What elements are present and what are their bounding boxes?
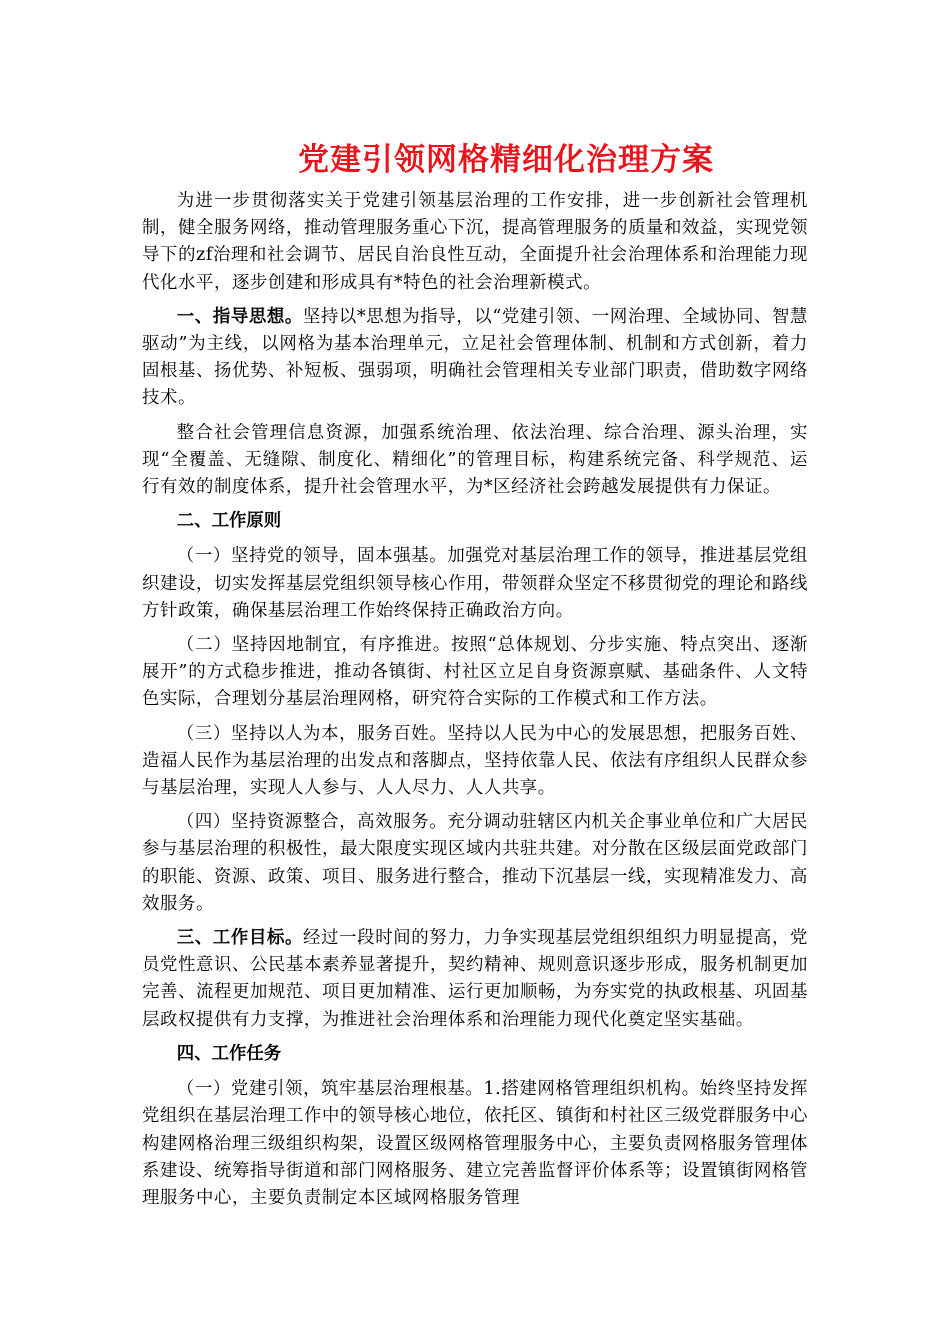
section-heading: 一、指导思想。	[176, 306, 303, 327]
section-heading: 三、工作目标。	[176, 928, 304, 949]
principle-item: （三）坚持以人为本，服务百姓。坚持以人民为中心的发展思想，把服务百姓、造福人民作为基层治理的出发点和落脚点，坚持依靠人民、依法有序组织人民群众参与基层治理，实现人人参与、人人尽力、人人共享。	[142, 723, 808, 799]
section-guiding-thought	[142, 304, 808, 413]
task-paragraph: （一）党建引领，筑牢基层治理根基。1.搭建网格管理组织机构。始终坚持发挥党组织在基层治理工作中的领导核心地位，依托区、镇街和村社区三级党群服务中心构建网格治理三级组织构架，设置区级网格管理服务中心，主要负责网格服务管理体系建设、统筹指导街道和部门网格服务、建立完善监督评价体系等；设置镇街网格管理服务中心，主要负责制定本区域网格服务管理	[142, 1079, 808, 1208]
principle-item: （二）坚持因地制宜，有序推进。按照“总体规划、分步实施、特点突出、逐渐展开”的方式稳步推进，推动各镇街、村社区立足自身资源禀赋、基础条件、人文特色实际，合理划分基层治理网格，研究符合实际的工作模式和工作方法。	[142, 635, 808, 710]
section-text: 坚持以*思想为指导，以“党建引领、一网治理、全域协同、智慧驱动”为主线，以网格为基本治理单元，立足社会管理体制、机制和方式创新，着力固根基、扬优势、补短板、强弱项，明确社会管理相关专业部门职责，借助数字网络技术。	[142, 306, 809, 409]
section-text: 经过一段时间的努力，力争实现基层党组织组织力明显提高，党员党性意识、公民基本素养显著提升，契约精神、规则意识逐步形成，服务机制更加完善、流程更加规范、项目更加精准、运行更加顺畅，为夯实党的执政根基、巩固基层政权提供有力支撑，为推进社会治理体系和治理能力现代化奠定坚实基础。	[142, 928, 808, 1030]
guiding-thought-paragraph-2: 整合社会管理信息资源，加强系统治理、依法治理、综合治理、源头治理，实现“全覆盖、无缝隙、制度化、精细化”的管理目标，构建系统完备、科学规范、运行有效的制度体系，提升社会管理水平，为*区经济社会跨越发展提供有力保证。	[142, 422, 808, 498]
principle-item: （四）坚持资源整合，高效服务。充分调动驻辖区内机关企事业单位和广大居民参与基层治理的积极性，最大限度实现区域内共驻共建。对分散在区级层面党政部门的职能、资源、政策、项目、服务进行整合，推动下沉基层一线，实现精准发力、高效服务。	[142, 812, 808, 914]
principle-item: （一）坚持党的领导，固本强基。加强党对基层治理工作的领导，推进基层党组织建设，切实发挥基层党组织领导核心作用，带领群众坚定不移贯彻党的理论和路线方针政策，确保基层治理工作始终保持正确政治方向。	[142, 546, 808, 621]
section-heading-tasks: 四、工作任务	[176, 1043, 282, 1064]
document-title: 党建引领网格精细化治理方案	[298, 142, 714, 178]
section-goals	[142, 925, 808, 1034]
intro-paragraph: 为进一步贯彻落实关于党建引领基层治理的工作安排，进一步创新社会管理机制，健全服务网络，推动管理服务重心下沉，提高管理服务的质量和效益，实现党领导下的zf治理和社会调节、居民自治良性互动，全面提升社会治理体系和治理能力现代化水平，逐步创建和形成具有*特色的社会治理新模式。	[142, 191, 808, 293]
section-heading-principles: 二、工作原则	[176, 511, 282, 532]
